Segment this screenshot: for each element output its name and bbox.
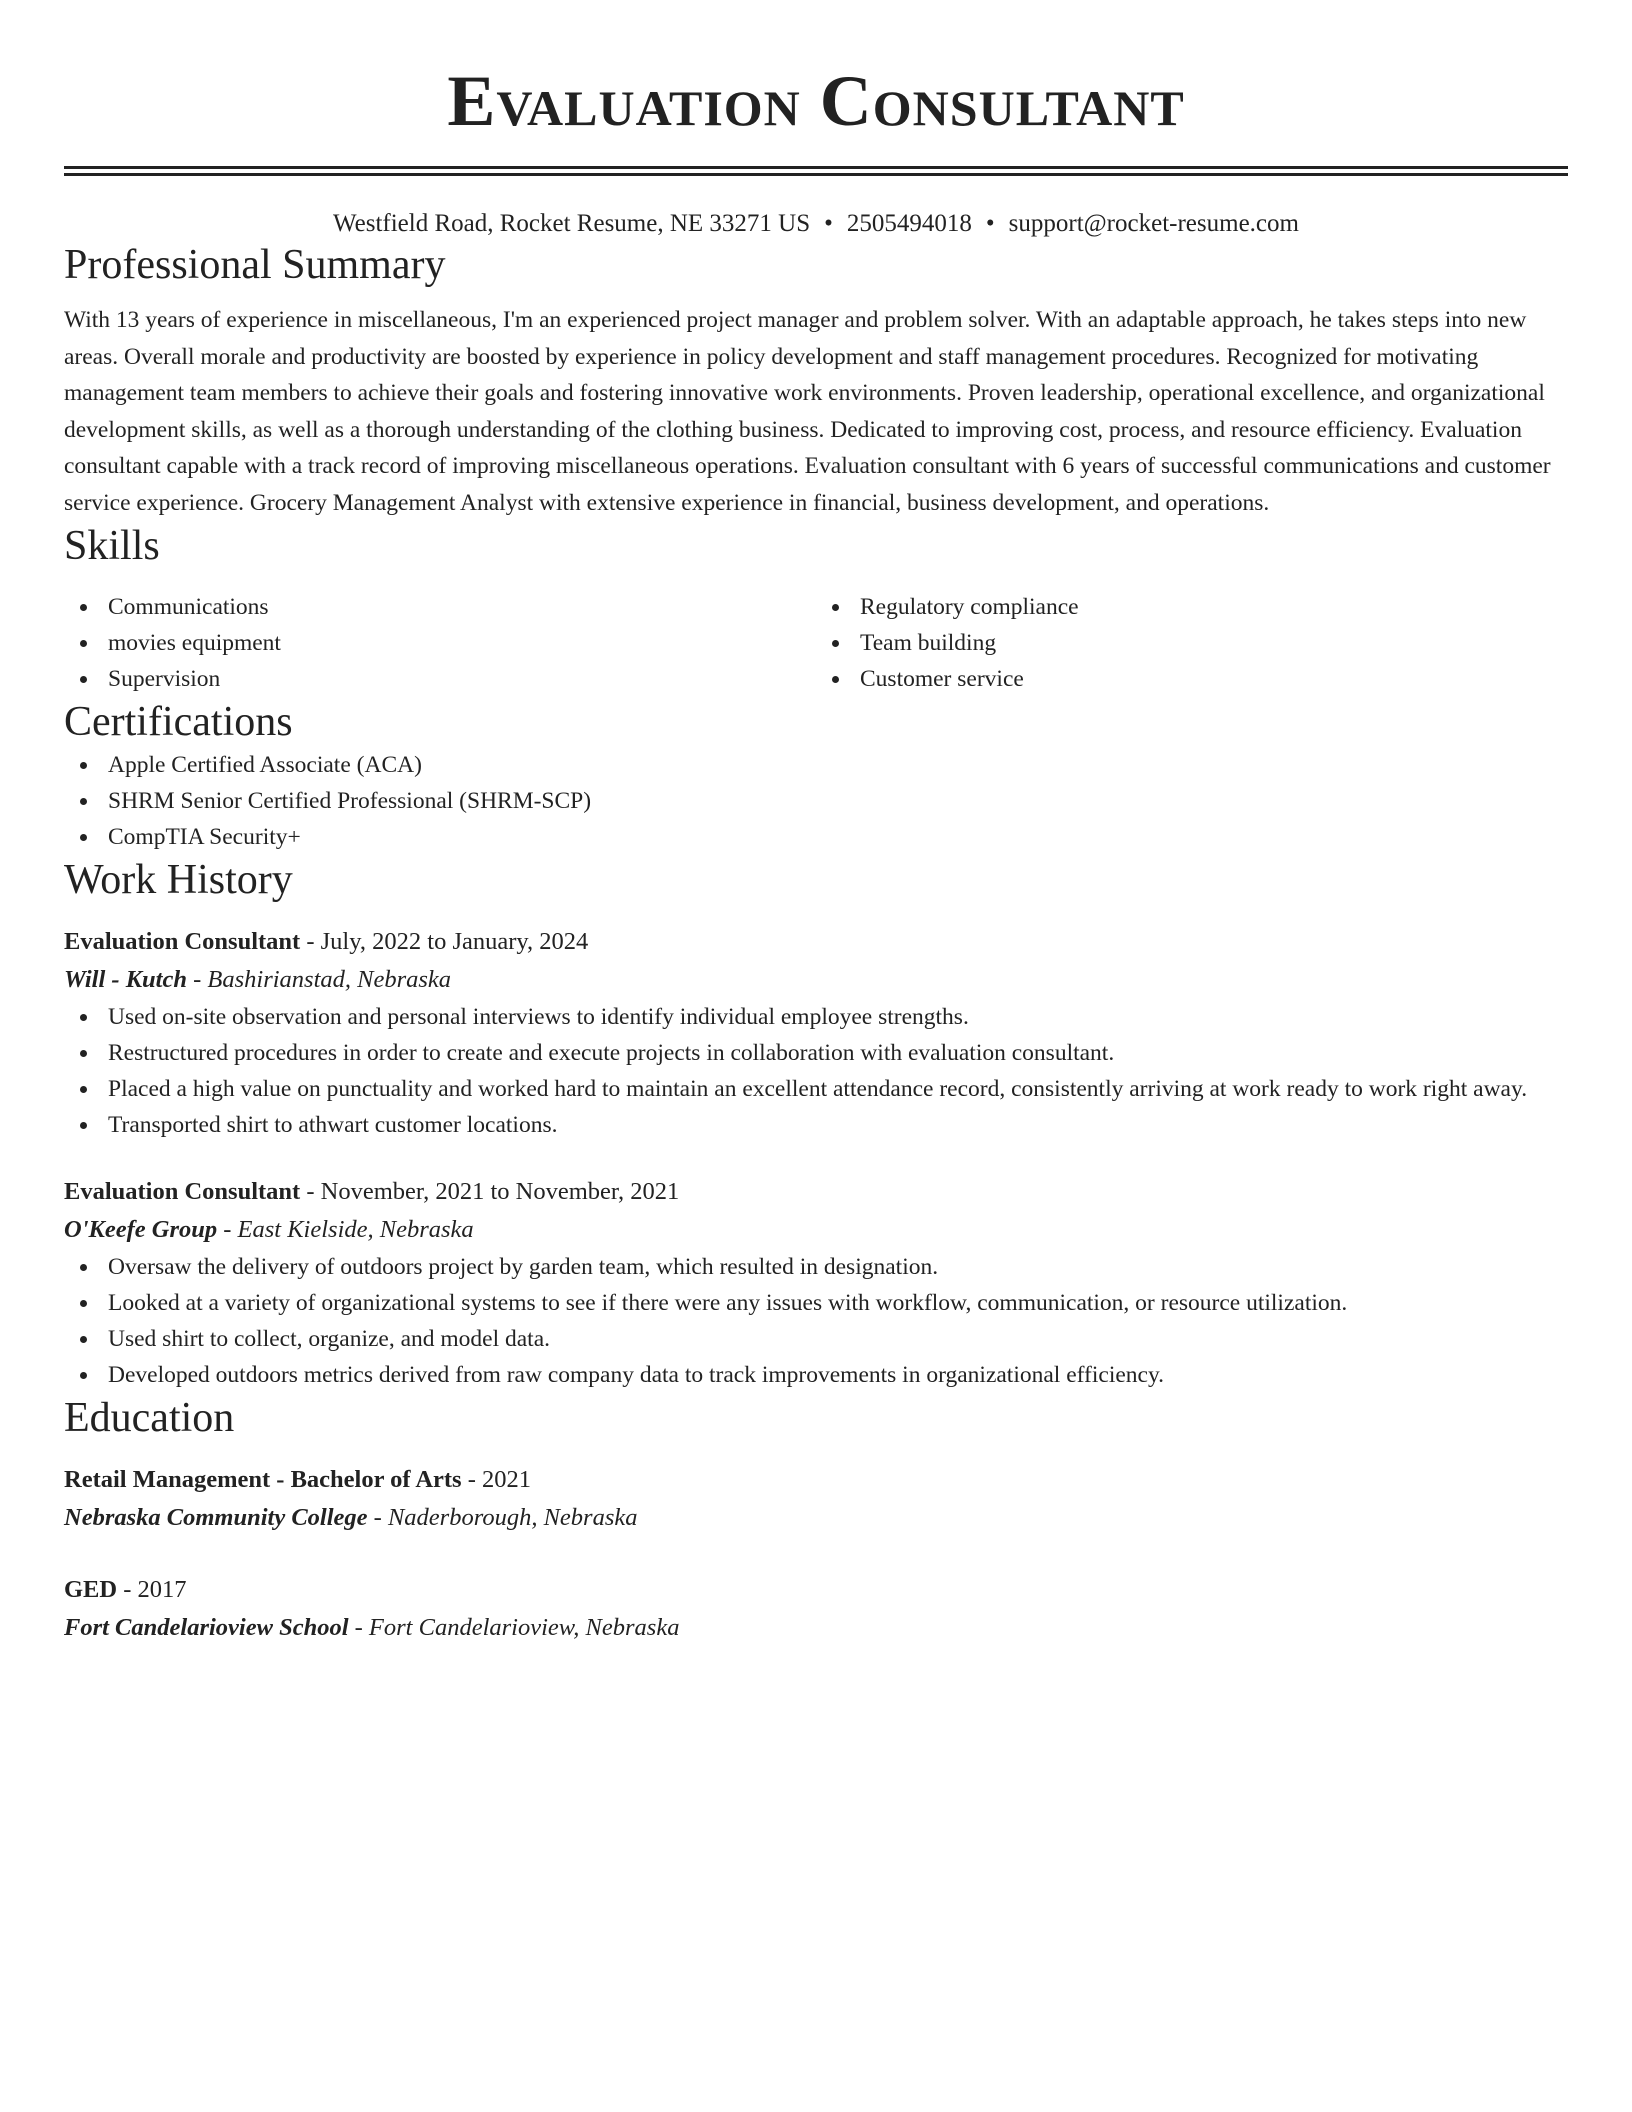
certification-item: Apple Certified Associate (ACA) xyxy=(64,747,1568,783)
job-bullet: Oversaw the delivery of outdoors project by garden team, which resulted in designation. xyxy=(64,1249,1568,1285)
job-company: Will - Kutch xyxy=(64,966,187,993)
work-history-heading: Work History xyxy=(64,857,293,903)
job-dates: - November, 2021 to November, 2021 xyxy=(300,1178,680,1205)
skills-heading: Skills xyxy=(64,523,160,569)
job-entry xyxy=(64,923,1568,1143)
job-company-line xyxy=(64,1211,1568,1249)
skill-item: Customer service xyxy=(816,661,1568,697)
certifications-list xyxy=(64,747,1568,855)
job-bullet: Restructured procedures in order to create and execute projects in collaboration with evaluation consultant. xyxy=(64,1035,1568,1071)
contact-separator: • xyxy=(824,210,833,237)
skill-item: Supervision xyxy=(64,661,816,697)
job-title-line xyxy=(64,1173,1568,1211)
degree-line xyxy=(64,1461,1568,1499)
job-bullet: Looked at a variety of organizational systems to see if there were any issues with workflow, communication, or resource utilization. xyxy=(64,1285,1568,1321)
job-bullet: Developed outdoors metrics derived from raw company data to track improvements in organizational efficiency. xyxy=(64,1357,1568,1393)
school-line xyxy=(64,1609,1568,1647)
job-bullets xyxy=(64,999,1568,1143)
school-location: - Fort Candelarioview, Nebraska xyxy=(348,1614,680,1641)
education-entry xyxy=(64,1461,1568,1537)
education-heading: Education xyxy=(64,1395,235,1441)
education-entry xyxy=(64,1571,1568,1647)
title-divider xyxy=(64,166,1568,176)
skills-column-left xyxy=(64,589,816,697)
skills-column-right xyxy=(816,589,1568,697)
contact-phone[interactable]: 2505494018 xyxy=(846,210,972,237)
job-title-line xyxy=(64,923,1568,961)
certification-item: SHRM Senior Certified Professional (SHRM-SCP) xyxy=(64,783,1568,819)
certification-item: CompTIA Security+ xyxy=(64,819,1568,855)
skill-item: Communications xyxy=(64,589,816,625)
job-entry xyxy=(64,1173,1568,1393)
job-bullet: Used shirt to collect, organize, and model data. xyxy=(64,1321,1568,1357)
degree-year: - 2017 xyxy=(117,1576,187,1603)
job-dates: - July, 2022 to January, 2024 xyxy=(300,928,589,955)
job-company-line xyxy=(64,961,1568,999)
page-title: Evaluation Consultant xyxy=(447,61,1185,141)
school-name: Nebraska Community College xyxy=(64,1504,368,1531)
job-bullet: Used on-site observation and personal interviews to identify individual employee strengths. xyxy=(64,999,1568,1035)
skill-item: movies equipment xyxy=(64,625,816,661)
degree: GED xyxy=(64,1576,118,1603)
contact-address: Westfield Road, Rocket Resume, NE 33271 US xyxy=(333,210,811,237)
job-company: O'Keefe Group xyxy=(64,1216,218,1243)
job-title: Evaluation Consultant xyxy=(64,1178,301,1205)
certifications-heading: Certifications xyxy=(64,699,293,745)
contact-line xyxy=(64,208,1568,240)
job-location: - Bashirianstad, Nebraska xyxy=(186,966,452,993)
school-location: - Naderborough, Nebraska xyxy=(367,1504,638,1531)
school-line xyxy=(64,1499,1568,1537)
degree: Retail Management - Bachelor of Arts xyxy=(64,1466,462,1493)
skill-item: Regulatory compliance xyxy=(816,589,1568,625)
contact-email[interactable]: support@rocket-resume.com xyxy=(1008,210,1299,237)
summary-heading: Professional Summary xyxy=(64,242,446,288)
contact-separator: • xyxy=(985,210,995,237)
job-bullets xyxy=(64,1249,1568,1393)
job-bullet: Transported shirt to athwart customer locations. xyxy=(64,1107,1568,1143)
degree-year: - 2021 xyxy=(461,1466,532,1493)
summary-text: With 13 years of experience in miscellaneous, I'm an experienced project manager and problem solver. With an adaptable approach, he takes steps into new areas. Overall morale and productivity are boosted by experience in policy development and staff management procedures. Recognized for motivating management team members to achieve their goals and fostering innovative work environments. Proven leadership, operational excellence, and organizational development skills, as well as a thorough understanding of the clothing business. Dedicated to improving cost, process, and resource efficiency. Evaluation consultant capable with a track record of improving miscellaneous operations. Evaluation consultant with 6 years of successful communications and customer service experience. Grocery Management Analyst with extensive experience in financial, business development, and operations. xyxy=(64,307,1551,516)
skills-list xyxy=(64,589,1568,697)
job-title: Evaluation Consultant xyxy=(64,928,301,955)
school-name: Fort Candelarioview School xyxy=(64,1614,349,1641)
job-bullet: Placed a high value on punctuality and worked hard to maintain an excellent attendance record, consistently arriving at work ready to work right away. xyxy=(64,1071,1568,1107)
job-location: - East Kielside, Nebraska xyxy=(217,1216,474,1243)
degree-line xyxy=(64,1571,1568,1609)
skill-item: Team building xyxy=(816,625,1568,661)
